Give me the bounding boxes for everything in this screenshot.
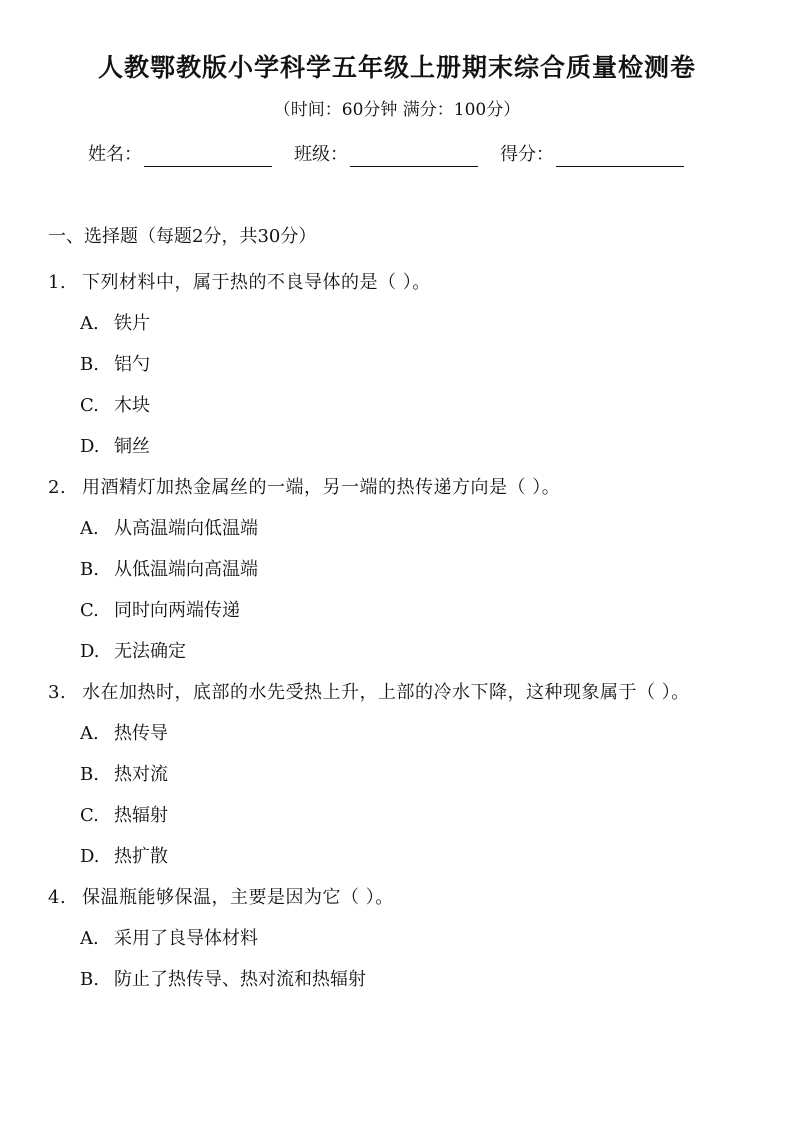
question-stem bbox=[48, 877, 748, 918]
option-text: 从高温端向低温端 bbox=[114, 518, 258, 539]
option-d[interactable] bbox=[80, 836, 794, 877]
option-letter: B. bbox=[80, 559, 99, 580]
question-3 bbox=[0, 672, 794, 877]
option-letter: A. bbox=[80, 928, 99, 949]
option-a[interactable] bbox=[80, 713, 794, 754]
option-letter: A. bbox=[80, 518, 99, 539]
class-label: 班级： bbox=[294, 144, 348, 165]
section-heading: 一、选择题（每题2分，共30分） bbox=[48, 226, 317, 247]
question-2 bbox=[0, 467, 794, 672]
option-letter: D. bbox=[80, 436, 100, 457]
score-blank[interactable] bbox=[556, 144, 684, 167]
question-text: 水在加热时，底部的水先受热上升，上部的冷水下降，这种现象属于（ ）。 bbox=[82, 682, 690, 703]
page-title: 人教鄂教版小学科学五年级上册期末综合质量检测卷 bbox=[97, 53, 696, 82]
question-1 bbox=[0, 262, 794, 467]
class-blank[interactable] bbox=[350, 144, 478, 167]
option-text: 同时向两端传递 bbox=[114, 600, 240, 621]
question-stem bbox=[48, 262, 748, 303]
student-info-row bbox=[88, 140, 728, 170]
name-blank[interactable] bbox=[144, 144, 272, 167]
question-number: 4. bbox=[48, 887, 67, 908]
option-letter: B. bbox=[80, 354, 99, 375]
option-d[interactable] bbox=[80, 631, 794, 672]
question-4 bbox=[0, 877, 794, 1000]
option-text: 热辐射 bbox=[114, 805, 168, 826]
option-text: 从低温端向高温端 bbox=[114, 559, 258, 580]
option-text: 防止了热传导、热对流和热辐射 bbox=[114, 969, 366, 990]
question-text: 保温瓶能够保温，主要是因为它（ ）。 bbox=[82, 887, 394, 908]
question-number: 2. bbox=[48, 477, 67, 498]
question-text: 用酒精灯加热金属丝的一端，另一端的热传递方向是（ ）。 bbox=[82, 477, 561, 498]
option-text: 热对流 bbox=[114, 764, 168, 785]
option-c[interactable] bbox=[80, 385, 794, 426]
option-text: 无法确定 bbox=[114, 641, 186, 662]
question-number: 3. bbox=[48, 682, 67, 703]
option-letter: D. bbox=[80, 641, 100, 662]
option-a[interactable] bbox=[80, 303, 794, 344]
option-letter: D. bbox=[80, 846, 100, 867]
question-stem bbox=[48, 672, 748, 713]
option-d[interactable] bbox=[80, 426, 794, 467]
option-c[interactable] bbox=[80, 590, 794, 631]
question-stem bbox=[48, 467, 748, 508]
option-b[interactable] bbox=[80, 344, 794, 385]
exam-time-score: （时间：60分钟 满分：100分） bbox=[273, 100, 521, 120]
option-text: 热传导 bbox=[114, 723, 168, 744]
option-letter: A. bbox=[80, 723, 99, 744]
question-list bbox=[0, 262, 794, 1000]
option-letter: C. bbox=[80, 805, 99, 826]
option-letter: B. bbox=[80, 969, 99, 990]
option-text: 木块 bbox=[114, 395, 150, 416]
option-c[interactable] bbox=[80, 795, 794, 836]
option-b[interactable] bbox=[80, 549, 794, 590]
score-label: 得分： bbox=[500, 144, 554, 165]
option-letter: B. bbox=[80, 764, 99, 785]
option-letter: C. bbox=[80, 395, 99, 416]
name-field bbox=[88, 140, 272, 170]
option-text: 铁片 bbox=[114, 313, 150, 334]
option-text: 铝勺 bbox=[114, 354, 150, 375]
question-number: 1. bbox=[48, 272, 67, 293]
option-text: 热扩散 bbox=[114, 846, 168, 867]
option-text: 铜丝 bbox=[114, 436, 150, 457]
option-b[interactable] bbox=[80, 959, 794, 1000]
option-text: 采用了良导体材料 bbox=[114, 928, 258, 949]
option-a[interactable] bbox=[80, 508, 794, 549]
class-field bbox=[294, 140, 478, 170]
option-b[interactable] bbox=[80, 754, 794, 795]
option-a[interactable] bbox=[80, 918, 794, 959]
option-letter: A. bbox=[80, 313, 99, 334]
question-text: 下列材料中，属于热的不良导体的是（ ）。 bbox=[82, 272, 431, 293]
name-label: 姓名： bbox=[88, 144, 142, 165]
score-field bbox=[500, 140, 684, 170]
option-letter: C. bbox=[80, 600, 99, 621]
